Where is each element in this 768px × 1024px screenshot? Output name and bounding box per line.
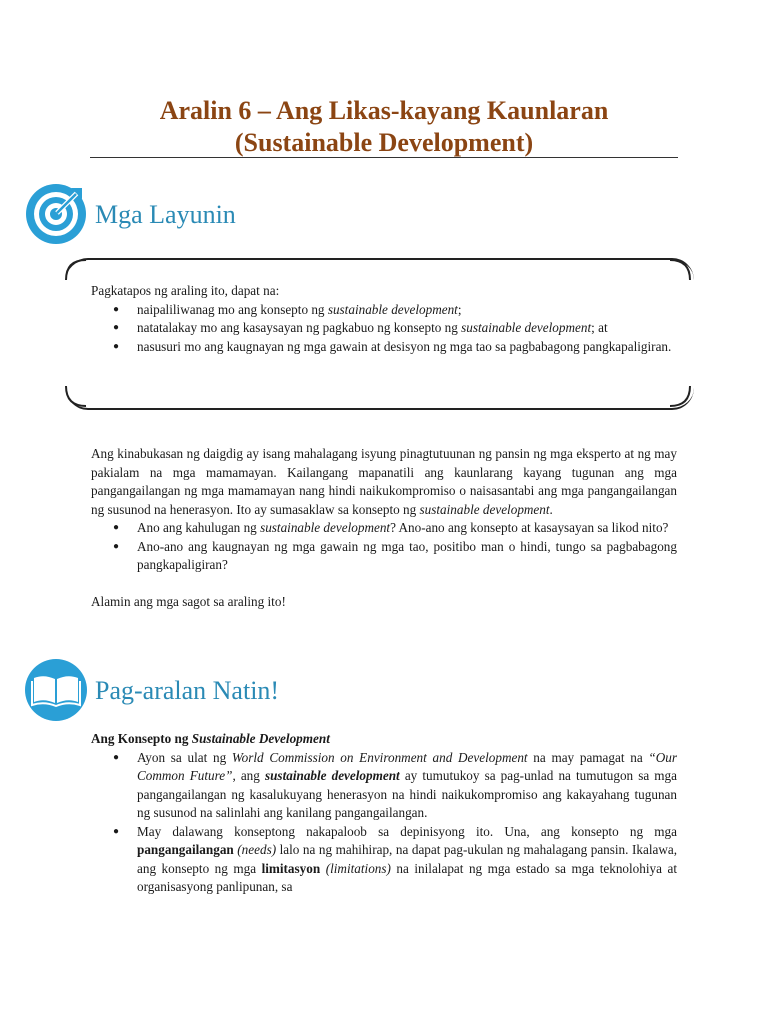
layunin-heading: Mga Layunin [95, 200, 236, 229]
title-divider [90, 157, 678, 158]
lesson-subheading: Ang Konsepto ng Sustainable Development [91, 731, 330, 746]
objective-item: ● natatalakay mo ang kasaysayan ng pagkabuo ng konsepto ng sustainable development; at [91, 319, 677, 338]
lesson-title-line1: Aralin 6 – Ang Likas-kayang Kaunlaran [159, 96, 609, 125]
lesson-title-line2: (Sustainable Development) [234, 128, 534, 157]
objectives-content [91, 282, 677, 356]
closing-line: Alamin ang mga sagot sa araling ito! [91, 593, 286, 609]
lesson-point: ● May dalawang konseptong nakapaloob sa depinisyong ito. Una, ang konsepto ng mga pangangailangan (needs) lalo na ng mahihirap, na dapat pag-ukulan ng mahalagang pansin. Ikalawa, ang konsepto ng mga limitasyon (limitations) na inilalapat ng mga estado sa mga teknolohiya at organisasyong panlipunan, sa [91, 823, 677, 897]
lesson-title [90, 95, 678, 159]
intro-section [91, 445, 677, 611]
lesson-points [91, 749, 677, 897]
lesson-point: ● Ayon sa ulat ng World Commission on Environment and Development na may pamagat na “Our Common Future”, ang sustainable development ay tumutukoy sa pag-unlad na tumutugon sa mga pangangailangan ng kasalukuyang henerasyon na hindi naikukompromiso ang kakayahang tugunan ng susunod na salinlahi ang kanilang pangangailangan. [91, 749, 677, 823]
question-item: ● Ano-ano ang kaugnayan ng mga gawain ng mga tao, positibo man o hindi, tungo sa pagbabagong pangkapaligiran? [91, 538, 677, 575]
objective-item: ● nasusuri mo ang kaugnayan ng mga gawain at desisyon ng mga tao sa pagbabagong pangkapaligiran. [91, 338, 677, 357]
intro-questions [91, 519, 677, 575]
question-item: ● Ano ang kahulugan ng sustainable development? Ano-ano ang konsepto at kasaysayan sa likod nito? [91, 519, 677, 538]
open-book-icon [24, 658, 88, 722]
target-icon [24, 182, 88, 246]
objective-item: ● naipaliliwanag mo ang konsepto ng sustainable development; [91, 301, 677, 320]
objectives-intro: Pagkatapos ng araling ito, dapat na: [91, 283, 280, 298]
aralan-heading: Pag-aralan Natin! [95, 676, 280, 705]
lesson-body [91, 730, 677, 897]
objectives-list [91, 301, 677, 357]
intro-paragraph: Ang kinabukasan ng daigdig ay isang mahalagang isyung pinagtutuunan ng pansin ng mga eksperto at ng may pakialam na mga mamamayan. Kailangang mapanatili ang kaunlarang kayang tugunan ang mga pangangailangan ng mga mamamayan nang hindi naikukompromiso o naisasantabi ang mga pangangailangan ng susunod na henerasyon. Ito ay sumasaklaw sa konsepto ng sustainable development. [91, 446, 677, 517]
